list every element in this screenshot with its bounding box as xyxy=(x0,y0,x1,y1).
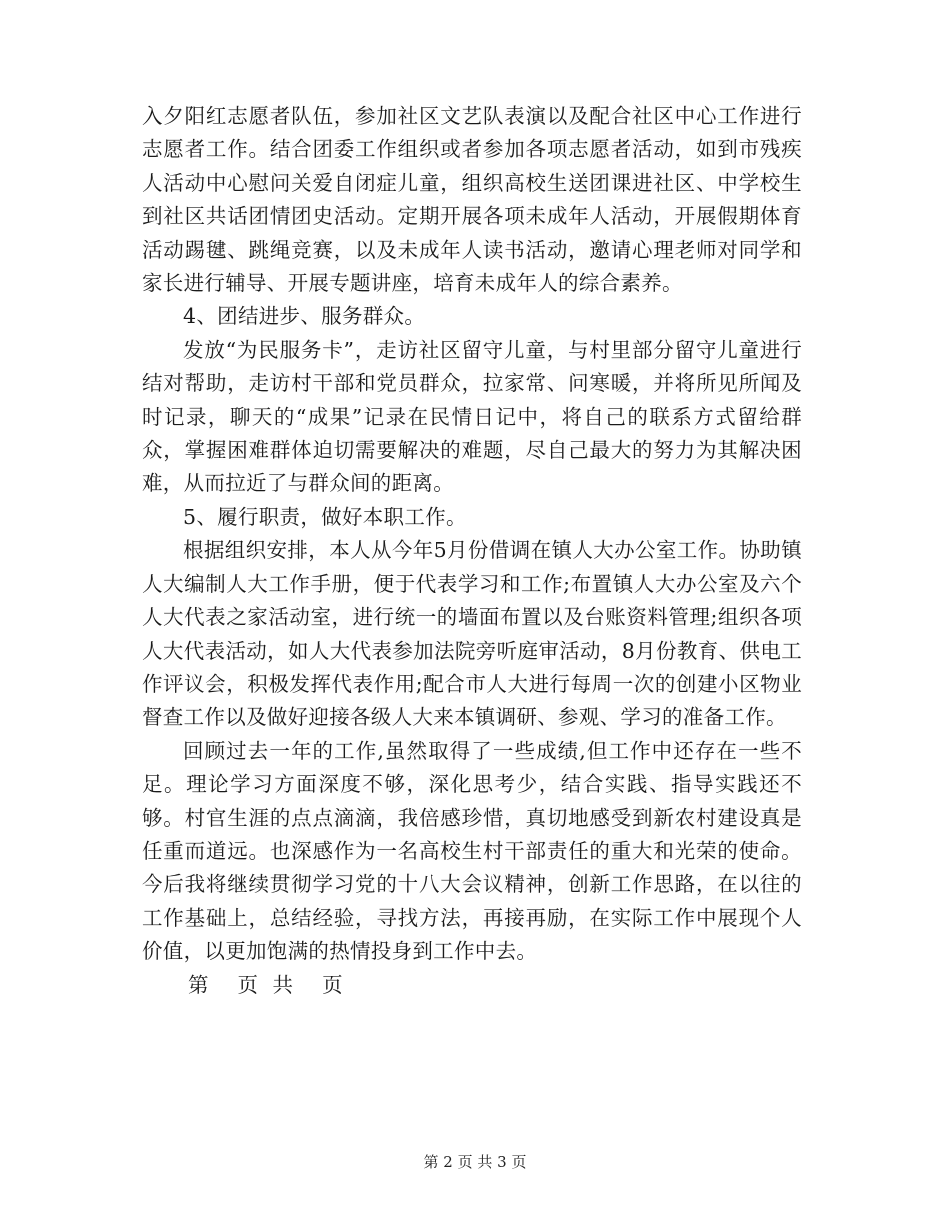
section-heading-4: 4、团结进步、服务群众。 xyxy=(183,304,426,329)
paragraph-4: 回顾过去一年的工作,虽然取得了一些成绩,但工作中还存在一些不足。理论学习方面深度不够，深化思考少，结合实践、指导实践还不够。村官生涯的点点滴滴，我倍感珍惜，真切地感受到新农村建设真是任重而道远。也深感作为一名高校生村干部责任的重大和光荣的使命。今后我将继续贯彻学习党的十八大会议精神，创新工作思路，在以往的工作基础上，总结经验，寻找方法，再接再励，在实际工作中展现个人价值，以更加饱满的热情投身到工作中去。 xyxy=(142,738,802,964)
paragraph-3: 根据组织安排，本人从今年5月份借调在镇人大办公室工作。协助镇人大编制人大工作手册，便于代表学习和工作;布置镇人大办公室及六个人大代表之家活动室，进行统一的墙面布置以及台账资料管理;组织各项人大代表活动，如人大代表参加法院旁听庭审活动，8月份教育、供电工作评议会，积极发挥代表作用;配合市人大进行每周一次的创建小区物业督查工作以及做好迎接各级人大来本镇调研、参观、学习的准备工作。 xyxy=(142,538,802,730)
document-body xyxy=(142,100,802,1002)
section-heading-5: 5、履行职责，做好本职工作。 xyxy=(183,504,467,529)
page-footer: 第 2 页 共 3 页 xyxy=(423,1153,527,1171)
inline-page-marker: 第 页 共 页 xyxy=(188,972,343,997)
paragraph-1: 入夕阳红志愿者队伍，参加社区文艺队表演以及配合社区中心工作进行志愿者工作。结合团委工作组织或者参加各项志愿者活动，如到市残疾人活动中心慰问关爱自闭症儿童，组织高校生送团课进社区、中学校生到社区共话团情团史活动。定期开展各项未成年人活动，开展假期体育活动踢毽、跳绳竞赛，以及未成年人读书活动，邀请心理老师对同学和家长进行辅导、开展专题讲座，培育未成年人的综合素养。 xyxy=(142,104,802,296)
paragraph-2: 发放“为民服务卡”，走访社区留守儿童，与村里部分留守儿童进行结对帮助，走访村干部和党员群众，拉家常、问寒暖，并将所见所闻及时记录，聊天的“成果”记录在民情日记中，将自己的联系方式留给群众，掌握困难群体迫切需要解决的难题，尽自己最大的努力为其解决困难，从而拉近了与群众间的距离。 xyxy=(142,337,802,496)
